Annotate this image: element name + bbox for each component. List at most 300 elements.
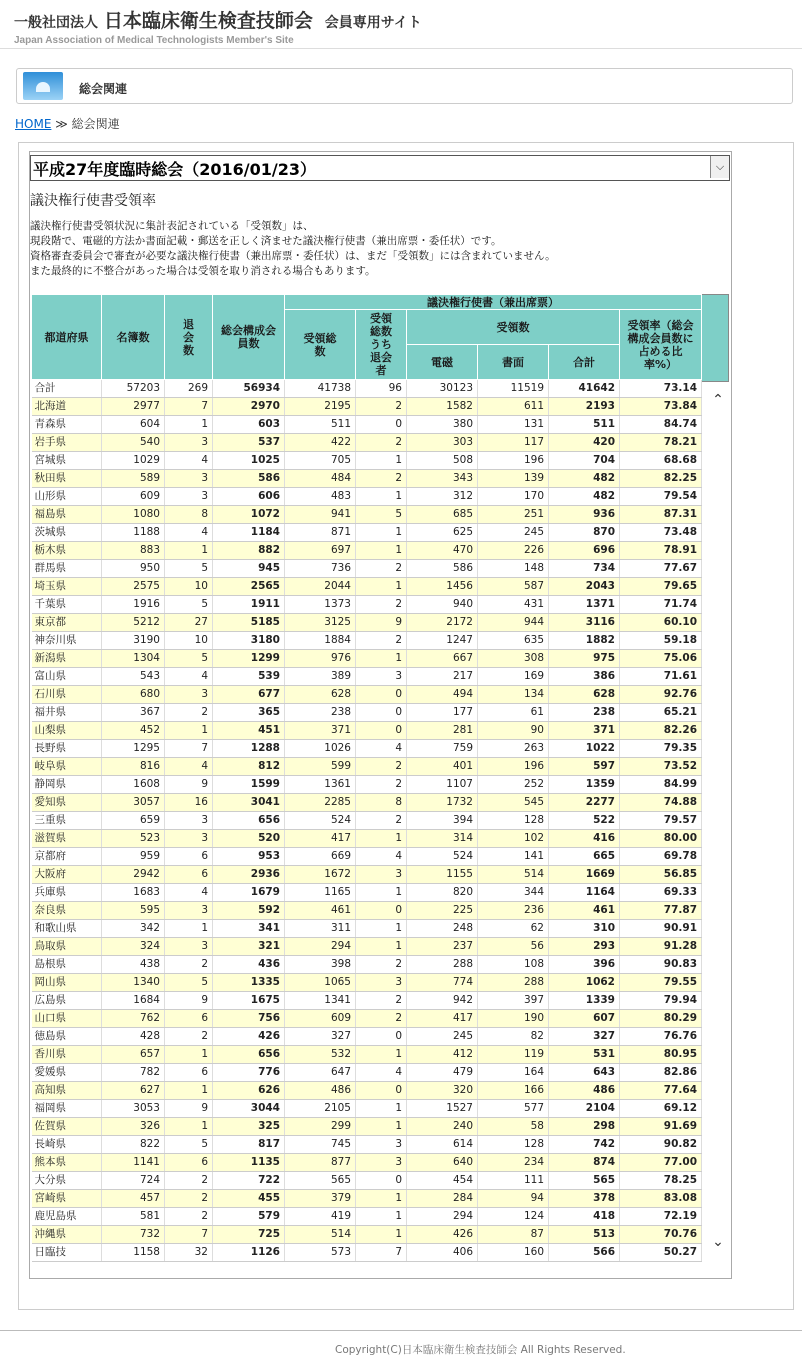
value-cell: 2575 — [102, 578, 165, 596]
value-cell: 160 — [478, 1244, 549, 1262]
value-cell: 1371 — [549, 596, 620, 614]
value-cell: 7 — [165, 398, 213, 416]
value-cell: 603 — [213, 416, 285, 434]
value-cell: 953 — [213, 848, 285, 866]
value-cell: 9 — [356, 614, 407, 632]
value-cell: 677 — [213, 686, 285, 704]
value-cell: 592 — [213, 902, 285, 920]
value-cell: 1288 — [213, 740, 285, 758]
value-cell: 27 — [165, 614, 213, 632]
table-row — [32, 938, 702, 956]
value-cell: 609 — [285, 1010, 356, 1028]
table-row — [32, 1190, 702, 1208]
prefecture-cell: 広島県 — [32, 992, 102, 1010]
prefecture-cell: 鳥取県 — [32, 938, 102, 956]
meeting-select[interactable] — [30, 155, 730, 181]
value-cell: 389 — [285, 668, 356, 686]
value-cell: 245 — [478, 524, 549, 542]
value-cell: 1340 — [102, 974, 165, 992]
prefecture-cell: 東京都 — [32, 614, 102, 632]
meeting-select-value: 平成27年度臨時総会（2016/01/23） — [33, 160, 317, 179]
value-cell: 2 — [165, 956, 213, 974]
value-cell: 2977 — [102, 398, 165, 416]
value-cell: 79.55 — [620, 974, 702, 992]
value-cell: 2 — [165, 1028, 213, 1046]
value-cell: 587 — [478, 578, 549, 596]
value-cell: 69.78 — [620, 848, 702, 866]
value-cell: 940 — [407, 596, 478, 614]
value-cell: 141 — [478, 848, 549, 866]
value-cell: 3 — [356, 1136, 407, 1154]
value-cell: 586 — [213, 470, 285, 488]
prefecture-cell: 大阪府 — [32, 866, 102, 884]
value-cell: 56934 — [213, 380, 285, 398]
breadcrumb — [15, 115, 120, 132]
value-cell: 77.67 — [620, 560, 702, 578]
value-cell: 82 — [478, 1028, 549, 1046]
col-header-received: 受領数 — [407, 310, 620, 345]
value-cell: 2 — [356, 596, 407, 614]
value-cell: 1 — [165, 920, 213, 938]
value-cell: 1 — [356, 830, 407, 848]
value-cell: 685 — [407, 506, 478, 524]
value-cell: 1065 — [285, 974, 356, 992]
value-cell: 71.74 — [620, 596, 702, 614]
value-cell: 324 — [102, 938, 165, 956]
value-cell: 321 — [213, 938, 285, 956]
prefecture-cell: 大分県 — [32, 1172, 102, 1190]
value-cell: 327 — [549, 1028, 620, 1046]
value-cell: 736 — [285, 560, 356, 578]
value-cell: 627 — [102, 1082, 165, 1100]
value-cell: 8 — [356, 794, 407, 812]
value-cell: 91.28 — [620, 938, 702, 956]
value-cell: 1669 — [549, 866, 620, 884]
value-cell: 2936 — [213, 866, 285, 884]
value-cell: 877 — [285, 1154, 356, 1172]
col-header-rate: 受領率（総会構成会員数に占める比率%） — [620, 310, 702, 380]
value-cell: 1 — [165, 1046, 213, 1064]
value-cell: 479 — [407, 1064, 478, 1082]
col-header-total-received: 受領総数 — [285, 310, 356, 380]
value-cell: 524 — [407, 848, 478, 866]
value-cell: 0 — [356, 902, 407, 920]
value-cell: 1 — [356, 542, 407, 560]
section-title: 総会関連 — [79, 82, 128, 96]
prefecture-cell: 三重県 — [32, 812, 102, 830]
value-cell: 1299 — [213, 650, 285, 668]
value-cell: 0 — [356, 416, 407, 434]
description-line: 現段階で、電磁的方法か書面記載・郵送を正しく済ませた議決権行使書（兼出席票・委任状）です。 — [30, 235, 502, 247]
value-cell: 10 — [165, 632, 213, 650]
value-cell: 3125 — [285, 614, 356, 632]
value-cell: 378 — [549, 1190, 620, 1208]
table-row — [32, 1118, 702, 1136]
value-cell: 342 — [102, 920, 165, 938]
value-cell: 32 — [165, 1244, 213, 1262]
value-cell: 1295 — [102, 740, 165, 758]
prefecture-cell: 北海道 — [32, 398, 102, 416]
value-cell: 240 — [407, 1118, 478, 1136]
breadcrumb-home-link[interactable]: HOME — [15, 117, 52, 131]
value-cell: 412 — [407, 1046, 478, 1064]
prefecture-cell: 富山県 — [32, 668, 102, 686]
value-cell: 1884 — [285, 632, 356, 650]
description-line: 資格審査委員会で審査が必要な議決権行使書（兼出席票・委任状）は、まだ「受領数」には含まれていません。 — [30, 250, 556, 262]
value-cell: 756 — [213, 1010, 285, 1028]
value-cell: 396 — [549, 956, 620, 974]
value-cell: 2 — [356, 758, 407, 776]
value-cell: 73.14 — [620, 380, 702, 398]
table-row — [32, 902, 702, 920]
value-cell: 82.26 — [620, 722, 702, 740]
value-cell: 6 — [165, 1064, 213, 1082]
value-cell: 422 — [285, 434, 356, 452]
value-cell: 327 — [285, 1028, 356, 1046]
value-cell: 386 — [549, 668, 620, 686]
value-cell: 73.52 — [620, 758, 702, 776]
value-cell: 217 — [407, 668, 478, 686]
site-subtitle: Japan Association of Medical Technologists Member's Site — [14, 35, 294, 46]
prefecture-cell: 千葉県 — [32, 596, 102, 614]
value-cell: 41738 — [285, 380, 356, 398]
value-cell: 1062 — [549, 974, 620, 992]
value-cell: 7 — [165, 1226, 213, 1244]
value-cell: 56 — [478, 938, 549, 956]
value-cell: 87.31 — [620, 506, 702, 524]
col-header-pref: 都道府県 — [32, 295, 102, 380]
value-cell: 394 — [407, 812, 478, 830]
value-cell: 131 — [478, 416, 549, 434]
value-cell: 659 — [102, 812, 165, 830]
table-row — [32, 974, 702, 992]
value-cell: 4 — [356, 740, 407, 758]
value-cell: 455 — [213, 1190, 285, 1208]
value-cell: 451 — [213, 722, 285, 740]
value-cell: 426 — [407, 1226, 478, 1244]
value-cell: 1 — [165, 722, 213, 740]
value-cell: 263 — [478, 740, 549, 758]
value-cell: 565 — [285, 1172, 356, 1190]
value-cell: 1 — [356, 1208, 407, 1226]
chevron-down-icon[interactable]: ⌄ — [712, 1234, 724, 1250]
prefecture-cell: 合計 — [32, 380, 102, 398]
value-cell: 8 — [165, 506, 213, 524]
value-cell: 3 — [356, 668, 407, 686]
table-row — [32, 848, 702, 866]
value-cell: 3 — [165, 938, 213, 956]
value-cell: 742 — [549, 1136, 620, 1154]
table-row — [32, 722, 702, 740]
value-cell: 73.48 — [620, 524, 702, 542]
prefecture-cell: 山梨県 — [32, 722, 102, 740]
value-cell: 3190 — [102, 632, 165, 650]
value-cell: 486 — [285, 1082, 356, 1100]
value-cell: 483 — [285, 488, 356, 506]
value-cell: 482 — [549, 470, 620, 488]
value-cell: 238 — [285, 704, 356, 722]
table-row — [32, 812, 702, 830]
col-header-received-withdrawn: 受領総数うち退会者 — [356, 310, 407, 380]
chevron-down-icon[interactable]: ⌵ — [710, 156, 729, 178]
value-cell: 2044 — [285, 578, 356, 596]
value-cell: 57203 — [102, 380, 165, 398]
value-cell: 379 — [285, 1190, 356, 1208]
table-row — [32, 1154, 702, 1172]
value-cell: 3 — [356, 1154, 407, 1172]
value-cell: 697 — [285, 542, 356, 560]
value-cell: 942 — [407, 992, 478, 1010]
value-cell: 1 — [356, 1118, 407, 1136]
value-cell: 1359 — [549, 776, 620, 794]
value-cell: 73.84 — [620, 398, 702, 416]
value-cell: 606 — [213, 488, 285, 506]
value-cell: 1 — [165, 542, 213, 560]
value-cell: 9 — [165, 1100, 213, 1118]
value-cell: 68.68 — [620, 452, 702, 470]
prefecture-cell: 埼玉県 — [32, 578, 102, 596]
value-cell: 1135 — [213, 1154, 285, 1172]
value-cell: 3116 — [549, 614, 620, 632]
prefecture-cell: 長崎県 — [32, 1136, 102, 1154]
value-cell: 3044 — [213, 1100, 285, 1118]
value-cell: 237 — [407, 938, 478, 956]
value-cell: 705 — [285, 452, 356, 470]
value-cell: 524 — [285, 812, 356, 830]
value-cell: 1335 — [213, 974, 285, 992]
value-cell: 3180 — [213, 632, 285, 650]
value-cell: 4 — [165, 884, 213, 902]
value-cell: 248 — [407, 920, 478, 938]
value-cell: 1158 — [102, 1244, 165, 1262]
value-cell: 77.00 — [620, 1154, 702, 1172]
value-cell: 111 — [478, 1172, 549, 1190]
value-cell: 1025 — [213, 452, 285, 470]
prefecture-cell: 茨城県 — [32, 524, 102, 542]
table-row — [32, 434, 702, 452]
table-row — [32, 524, 702, 542]
value-cell: 628 — [549, 686, 620, 704]
prefecture-cell: 愛媛県 — [32, 1064, 102, 1082]
value-cell: 5212 — [102, 614, 165, 632]
value-cell: 75.06 — [620, 650, 702, 668]
value-cell: 1 — [356, 650, 407, 668]
value-cell: 511 — [285, 416, 356, 434]
value-cell: 609 — [102, 488, 165, 506]
value-cell: 79.57 — [620, 812, 702, 830]
value-cell: 1339 — [549, 992, 620, 1010]
table-row — [32, 1208, 702, 1226]
value-cell: 299 — [285, 1118, 356, 1136]
value-cell: 1672 — [285, 866, 356, 884]
value-cell: 6 — [165, 1010, 213, 1028]
value-cell: 418 — [549, 1208, 620, 1226]
value-cell: 77.87 — [620, 902, 702, 920]
value-cell: 41642 — [549, 380, 620, 398]
value-cell: 78.91 — [620, 542, 702, 560]
value-cell: 80.29 — [620, 1010, 702, 1028]
value-cell: 420 — [549, 434, 620, 452]
value-cell: 30123 — [407, 380, 478, 398]
value-cell: 2 — [165, 1172, 213, 1190]
value-cell: 406 — [407, 1244, 478, 1262]
value-cell: 545 — [478, 794, 549, 812]
table-row — [32, 416, 702, 434]
value-cell: 3053 — [102, 1100, 165, 1118]
value-cell: 288 — [407, 956, 478, 974]
prefecture-cell: 岡山県 — [32, 974, 102, 992]
table-row — [32, 830, 702, 848]
table-row — [32, 776, 702, 794]
value-cell: 91.69 — [620, 1118, 702, 1136]
value-cell: 2942 — [102, 866, 165, 884]
value-cell: 614 — [407, 1136, 478, 1154]
prefecture-cell: 熊本県 — [32, 1154, 102, 1172]
value-cell: 4 — [165, 452, 213, 470]
prefecture-cell: 新潟県 — [32, 650, 102, 668]
value-cell: 2105 — [285, 1100, 356, 1118]
prefecture-cell: 滋賀県 — [32, 830, 102, 848]
value-cell: 325 — [213, 1118, 285, 1136]
table-row — [32, 668, 702, 686]
table-row — [32, 740, 702, 758]
prefecture-cell: 岩手県 — [32, 434, 102, 452]
value-cell: 523 — [102, 830, 165, 848]
value-cell: 436 — [213, 956, 285, 974]
value-cell: 2 — [356, 812, 407, 830]
value-cell: 6 — [165, 866, 213, 884]
value-cell: 96 — [356, 380, 407, 398]
value-cell: 1911 — [213, 596, 285, 614]
section-bar — [16, 68, 793, 104]
value-cell: 1599 — [213, 776, 285, 794]
value-cell: 79.35 — [620, 740, 702, 758]
value-cell: 734 — [549, 560, 620, 578]
col-header-sum: 合計 — [549, 345, 620, 380]
table-scrollbar[interactable] — [707, 389, 729, 1253]
value-cell: 513 — [549, 1226, 620, 1244]
value-cell: 87 — [478, 1226, 549, 1244]
value-cell: 745 — [285, 1136, 356, 1154]
table-row — [32, 506, 702, 524]
value-cell: 1675 — [213, 992, 285, 1010]
value-cell: 398 — [285, 956, 356, 974]
description — [30, 219, 556, 279]
value-cell: 2 — [356, 560, 407, 578]
value-cell: 882 — [213, 542, 285, 560]
value-cell: 1164 — [549, 884, 620, 902]
value-cell: 344 — [478, 884, 549, 902]
value-cell: 2285 — [285, 794, 356, 812]
value-cell: 269 — [165, 380, 213, 398]
value-cell: 148 — [478, 560, 549, 578]
value-cell: 945 — [213, 560, 285, 578]
value-cell: 312 — [407, 488, 478, 506]
value-cell: 486 — [549, 1082, 620, 1100]
value-cell: 90.83 — [620, 956, 702, 974]
value-cell: 426 — [213, 1028, 285, 1046]
value-cell: 428 — [102, 1028, 165, 1046]
value-cell: 3 — [356, 974, 407, 992]
site-title — [14, 6, 422, 33]
value-cell: 1683 — [102, 884, 165, 902]
value-cell: 540 — [102, 434, 165, 452]
value-cell: 320 — [407, 1082, 478, 1100]
value-cell: 607 — [549, 1010, 620, 1028]
value-cell: 539 — [213, 668, 285, 686]
value-cell: 3 — [165, 434, 213, 452]
value-cell: 124 — [478, 1208, 549, 1226]
value-cell: 401 — [407, 758, 478, 776]
prefecture-cell: 佐賀県 — [32, 1118, 102, 1136]
value-cell: 579 — [213, 1208, 285, 1226]
value-cell: 461 — [285, 902, 356, 920]
value-cell: 817 — [213, 1136, 285, 1154]
value-cell: 822 — [102, 1136, 165, 1154]
value-cell: 177 — [407, 704, 478, 722]
value-cell: 1 — [356, 488, 407, 506]
table-row — [32, 920, 702, 938]
value-cell: 573 — [285, 1244, 356, 1262]
table-row — [32, 866, 702, 884]
value-cell: 2 — [356, 776, 407, 794]
col-header-paper: 書面 — [478, 345, 549, 380]
value-cell: 343 — [407, 470, 478, 488]
value-cell: 72.19 — [620, 1208, 702, 1226]
value-cell: 537 — [213, 434, 285, 452]
value-cell: 494 — [407, 686, 478, 704]
value-cell: 102 — [478, 830, 549, 848]
value-cell: 1 — [165, 1118, 213, 1136]
chevron-up-icon[interactable]: ⌃ — [712, 392, 724, 408]
value-cell: 871 — [285, 524, 356, 542]
value-cell: 959 — [102, 848, 165, 866]
value-cell: 252 — [478, 776, 549, 794]
value-cell: 625 — [407, 524, 478, 542]
value-cell: 656 — [213, 812, 285, 830]
value-cell: 294 — [285, 938, 356, 956]
value-cell: 595 — [102, 902, 165, 920]
value-cell: 7 — [356, 1244, 407, 1262]
table-row — [32, 1046, 702, 1064]
table-row — [32, 992, 702, 1010]
table-row — [32, 650, 702, 668]
prefecture-cell: 高知県 — [32, 1082, 102, 1100]
value-cell: 84.99 — [620, 776, 702, 794]
value-cell: 90.91 — [620, 920, 702, 938]
value-cell: 667 — [407, 650, 478, 668]
org-name: 日本臨床衛生検査技師会 — [103, 10, 313, 32]
value-cell: 0 — [356, 1082, 407, 1100]
value-cell: 367 — [102, 704, 165, 722]
prefecture-cell: 神奈川県 — [32, 632, 102, 650]
value-cell: 5 — [356, 506, 407, 524]
value-cell: 82.25 — [620, 470, 702, 488]
table-row — [32, 488, 702, 506]
prefecture-cell: 栃木県 — [32, 542, 102, 560]
copyright: Copyright(C)日本臨床衛生検査技師会 All Rights Reserved. — [335, 1344, 626, 1356]
value-cell: 565 — [549, 1172, 620, 1190]
value-cell: 80.00 — [620, 830, 702, 848]
value-cell: 251 — [478, 506, 549, 524]
value-cell: 2277 — [549, 794, 620, 812]
value-cell: 870 — [549, 524, 620, 542]
table-row — [32, 956, 702, 974]
table-row — [32, 1082, 702, 1100]
value-cell: 5 — [165, 596, 213, 614]
value-cell: 1684 — [102, 992, 165, 1010]
value-cell: 1 — [356, 1226, 407, 1244]
